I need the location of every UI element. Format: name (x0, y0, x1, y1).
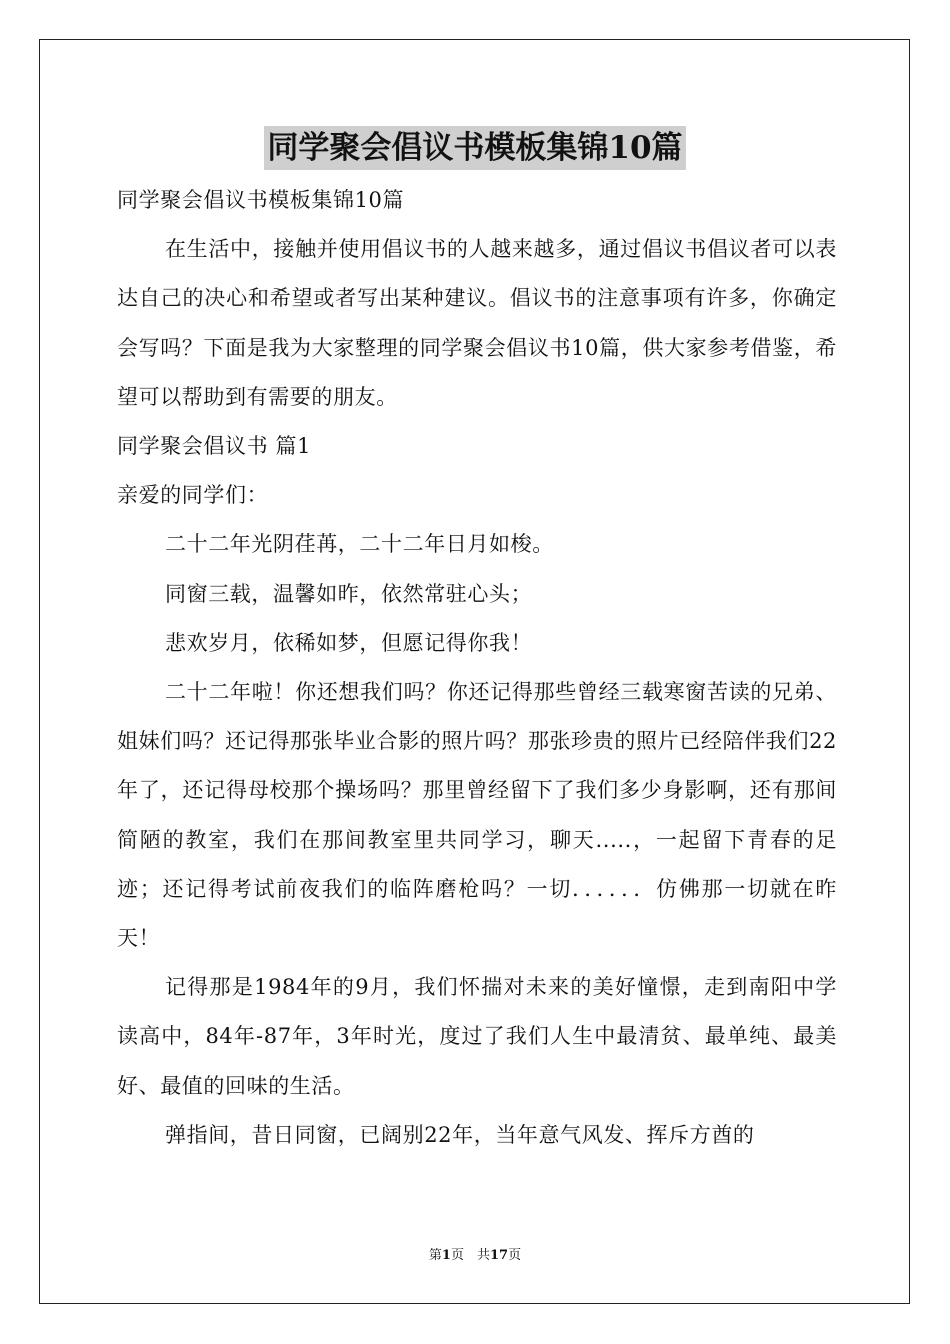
footer-page-current: 1 (441, 1248, 451, 1263)
body-paragraph-farewell: 弹指间，昔日同窗，已阔别22年，当年意气风发、挥斥方酋的 (165, 1122, 755, 1147)
verse-line-1: 二十二年光阴荏苒，二十二年日月如梭。 (165, 532, 554, 557)
intro-paragraph: 在生活中，接触并使用倡议书的人越来越多，通过倡议书倡议者可以表达自己的决心和希望或者写出某种建议。倡议书的注意事项有许多，你确定会写吗？下面是我为大家整理的同学聚会倡议书10篇，供大家参考借鉴，希望可以帮助到有需要的朋友。 (117, 237, 837, 409)
body-paragraph-1984: 记得那是1984年的9月，我们怀揣对未来的美好憧憬，走到南阳中学读高中，84年-87年，3年时光，度过了我们人生中最清贫、最单纯、最美好、最值的回味的生活。 (117, 975, 837, 1098)
footer-page-mid: 页 共 (450, 1248, 490, 1263)
document-title: 同学聚会倡议书模板集锦10篇 (264, 126, 685, 170)
verse-line-3: 悲欢岁月，依稀如梦，但愿记得你我！ (165, 630, 533, 655)
page-footer (0, 1247, 950, 1265)
section-heading: 同学聚会倡议书 篇1 (117, 434, 312, 459)
document-body (117, 176, 837, 1160)
footer-page-suffix: 页 (508, 1248, 522, 1263)
subtitle-line: 同学聚会倡议书模板集锦10篇 (117, 188, 405, 212)
body-paragraph-memories: 二十二年啦！你还想我们吗？你还记得那些曾经三载寒窗苦读的兄弟、姐妹们吗？还记得那张毕业合影的照片吗？那张珍贵的照片已经陪伴我们22年了，还记得母校那个操场吗？那里曾经留下了我们多少身影啊，还有那间简陋的教室，我们在那间教室里共同学习，聊天.....，一起留下青春的足迹；还记得考试前夜我们的临阵磨枪吗？一切．．．．．．仿佛那一切就在昨天！ (117, 680, 837, 951)
title-wrap (0, 126, 950, 170)
footer-page-prefix: 第 (428, 1248, 442, 1263)
footer-page-total: 17 (489, 1248, 509, 1263)
verse-line-2: 同窗三载，温馨如昨，依然常驻心头； (165, 581, 533, 606)
salutation: 亲爱的同学们： (117, 483, 269, 508)
